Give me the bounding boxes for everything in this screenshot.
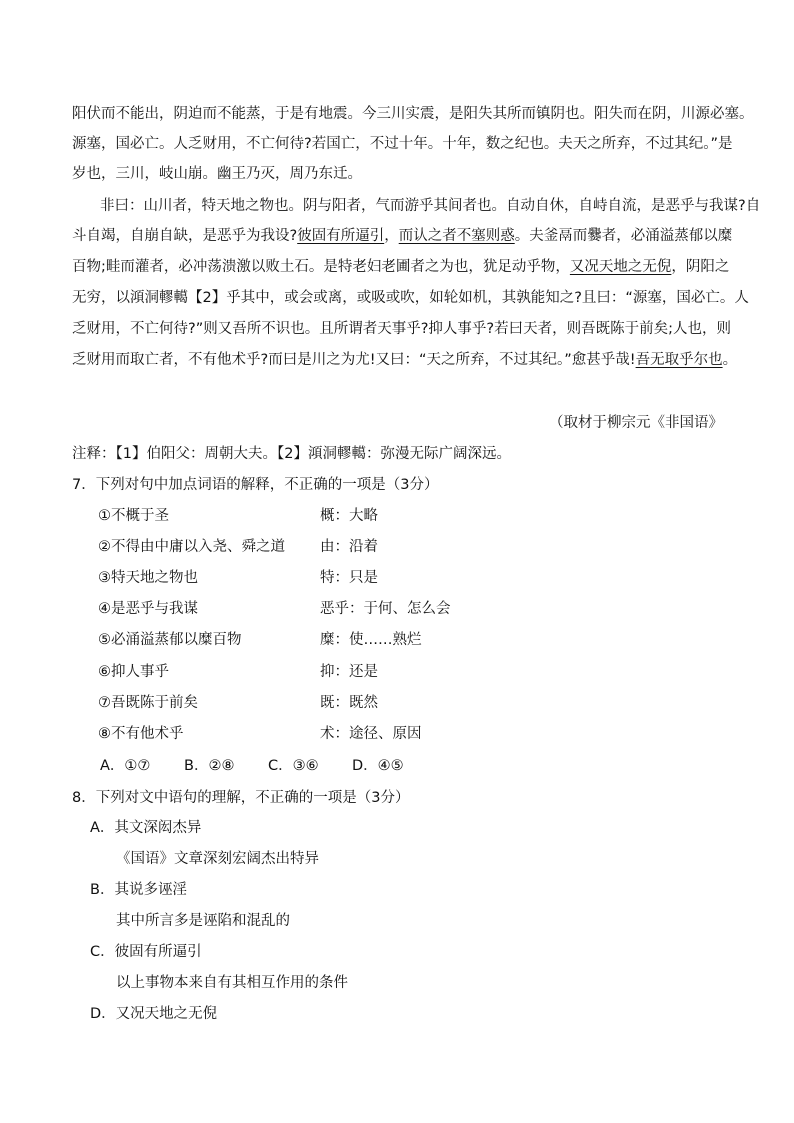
annotation-note: 注释：【1】伯阳父：周朝大夫。【2】澒洞轇轕：弥漫无际广阔深远。 [72, 446, 511, 462]
passage-line: 岁也，三川，岐山崩。幽王乃灭，周乃东迁。 [72, 166, 362, 182]
passage-text: 斗自竭，自崩自缺，是恶乎为我设? [72, 228, 298, 244]
passage-line: 阳伏而不能出，阴迫而不能蒸，于是有地震。今三川实震，是阳失其所而镇阴也。阳失而在阴，川源必塞。 [72, 106, 754, 122]
question-8-stem: 8．下列对文中语句的理解，不正确的一项是（3分） [72, 790, 410, 806]
underlined-phrase: 吾无取乎尔也 [635, 352, 723, 368]
q7-item-definition: 既：既然 [320, 695, 378, 711]
q7-item-definition: 抑：还是 [320, 664, 378, 680]
passage-text: 。夫釜鬲而爨者，必涌溢蒸郁以糜 [514, 228, 733, 244]
q7-choice-a: A．①⑦ [100, 758, 151, 774]
q7-item-definition: 术：途径、原因 [320, 726, 422, 742]
underlined-phrase: 彼固有所逼引 [297, 228, 385, 244]
q7-item-term: ⑦吾既陈于前矣 [98, 695, 198, 711]
passage-line: 非曰：山川者，特天地之物也。阴与阳者，气而游乎其间者也。自动自休，自峙自流，是恶乎与我谋?自 [100, 198, 761, 214]
passage-line [72, 350, 737, 370]
q7-item-term: ③特天地之物也 [98, 570, 198, 586]
passage-text: ， [384, 228, 399, 244]
q8-option-d: D．又况天地之无倪 [90, 1006, 218, 1022]
q7-item-term: ②不得由中庸以入尧、舜之道 [98, 539, 285, 555]
passage-text: 百物;畦而灌者，必冲荡溃激以败土石。是特老妇老圃者之为也，犹足动乎物， [72, 259, 570, 275]
q7-choice-d: D．④⑤ [352, 758, 404, 774]
q8-option-b-explanation: 其中所言多是诬陷和混乱的 [116, 913, 290, 929]
q8-option-c: C．彼固有所逼引 [90, 944, 202, 960]
passage-text: ，阴阳之 [671, 259, 730, 275]
q7-item-term: ④是恶乎与我谋 [98, 601, 198, 617]
passage-text: 。 [722, 352, 738, 368]
q8-option-c-explanation: 以上事物本来自有其相互作用的条件 [116, 975, 348, 991]
passage-line [72, 226, 732, 246]
q7-item-term: ⑧不有他术乎 [98, 726, 184, 742]
q8-option-a-explanation: 《国语》文章深刻宏阔杰出特异 [116, 851, 319, 867]
underlined-phrase: 而认之者不塞则惑 [398, 228, 515, 244]
q7-choice-c: C．③⑥ [268, 758, 319, 774]
q8-option-a: A．其文深闳杰异 [90, 820, 202, 836]
question-7-stem: 7．下列对句中加点词语的解释，不正确的一项是（3分） [72, 477, 439, 493]
q7-item-definition: 糜：使……熟烂 [320, 632, 422, 648]
passage-line: 无穷，以澒洞轇轕【2】乎其中，或会或离，或吸或吹，如轮如机，其孰能知之?且曰：“源塞，国必亡。人 [72, 290, 749, 306]
q7-item-definition: 恶乎：于何、怎么会 [320, 601, 451, 617]
q7-item-definition: 由：沿着 [320, 539, 378, 555]
q8-option-b: B．其说多诬淫 [90, 882, 187, 898]
passage-line: 源塞，国必亡。人乏财用，不亡何待?若国亡，不过十年。十年，数之纪也。夫天之所弃，不过其纪。”是 [72, 136, 733, 152]
q7-item-term: ⑥抑人事乎 [98, 664, 169, 680]
passage-text: 乏财用而取亡者，不有他术乎?而曰是川之为尤!又曰：“天之所弃，不过其纪。”愈甚乎哉! [72, 352, 636, 368]
q7-item-term: ①不概于圣 [98, 508, 169, 524]
q7-item-definition: 特：只是 [320, 570, 378, 586]
q7-item-definition: 概：大略 [320, 508, 378, 524]
passage-line: 乏财用，不亡何待?”则又吾所不识也。且所谓者天事乎?抑人事乎?若曰天者，则吾既陈于前矣;人也，则 [72, 321, 731, 337]
passage-line [72, 257, 729, 277]
underlined-phrase: 又况天地之无倪 [569, 259, 672, 275]
q7-choice-b: B．②⑧ [184, 758, 235, 774]
source-citation: （取材于柳宗元《非国语》 [549, 415, 723, 431]
q7-item-term: ⑤必涌溢蒸郁以糜百物 [98, 632, 242, 648]
